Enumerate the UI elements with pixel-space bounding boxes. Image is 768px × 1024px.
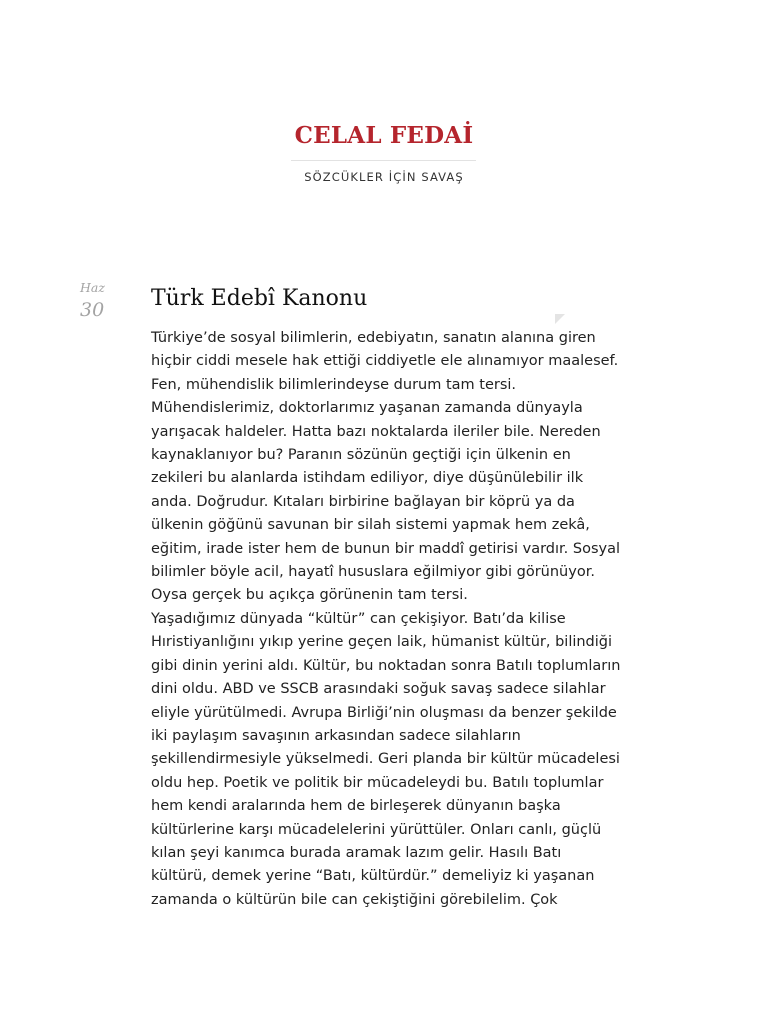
sticky-corner-icon	[555, 314, 565, 324]
site-title[interactable]: CELAL FEDAİ	[294, 122, 474, 149]
site-tagline: SÖZCÜKLER İÇİN SAVAŞ	[304, 170, 464, 184]
header-divider	[291, 160, 476, 161]
post-title[interactable]: Türk Edebî Kanonu	[151, 286, 368, 311]
post-date	[80, 280, 120, 322]
post-paragraph: Türkiye’de sosyal bilimlerin, edebiyatın, sanatın alanına giren hiçbir ciddi mesele hak ettiği ciddiyetle ele alınamıyor maalesef. Fen, mühendislik bilimlerindeyse durum tam tersi. Mühendislerimiz, doktorlarımız yaşanan zamanda dünyayla yarışacak haldeler. Hatta bazı noktalarda ileriler bile. Nereden kaynaklanıyor bu? Paranın sözünün geçtiği için ülkenin en zekileri bu alanlarda istihdam ediliyor, diye düşünülebilir ilk anda. Doğrudur. Kıtaları birbirine bağlayan bir köprü ya da ülkenin göğünü savunan bir silah sistemi yapmak hem zekâ, eğitim, irade ister hem de bunun bir maddî getirisi vardır. Sosyal bilimler böyle acil, hayatî hususlara eğilmiyor gibi görünüyor. Oysa gerçek bu açıkça görünenin tam tersi.	[151, 330, 620, 604]
post-body	[151, 327, 621, 912]
post-date-day: 30	[80, 299, 105, 321]
post-paragraph: Yaşadığımız dünyada “kültür” can çekişiyor. Batı’da kilise Hıristiyanlığını yıkıp yerine geçen laik, hümanist kültür, bilindiği gibi dinin yerini aldı. Kültür, bu noktadan sonra Batılı toplumların dini oldu. ABD ve SSCB arasındaki soğuk savaş sadece silahlar eliyle yürütülmedi. Avrupa Birliği’nin oluşması da benzer şekilde iki paylaşım savaşının arkasından sadece silahların şekillendirmesiyle yükselmedi. Geri planda bir kültür mücadelesi oldu hep. Poetik ve politik bir mücadeleydi bu. Batılı toplumlar hem kendi aralarında hem de birleşerek dünyanın başka kültürlerine karşı mücadelelerini yürüttüler. Onları canlı, güçlü kılan şeyi kanımca burada aramak lazım gelir. Hasılı Batı kültürü, demek yerine “Batı, kültürdür.” demeliyiz ki yaşanan zamanda o kültürün bile can çekiştiğini görebilelim. Çok	[151, 610, 621, 908]
post-date-month: Haz	[80, 280, 105, 295]
